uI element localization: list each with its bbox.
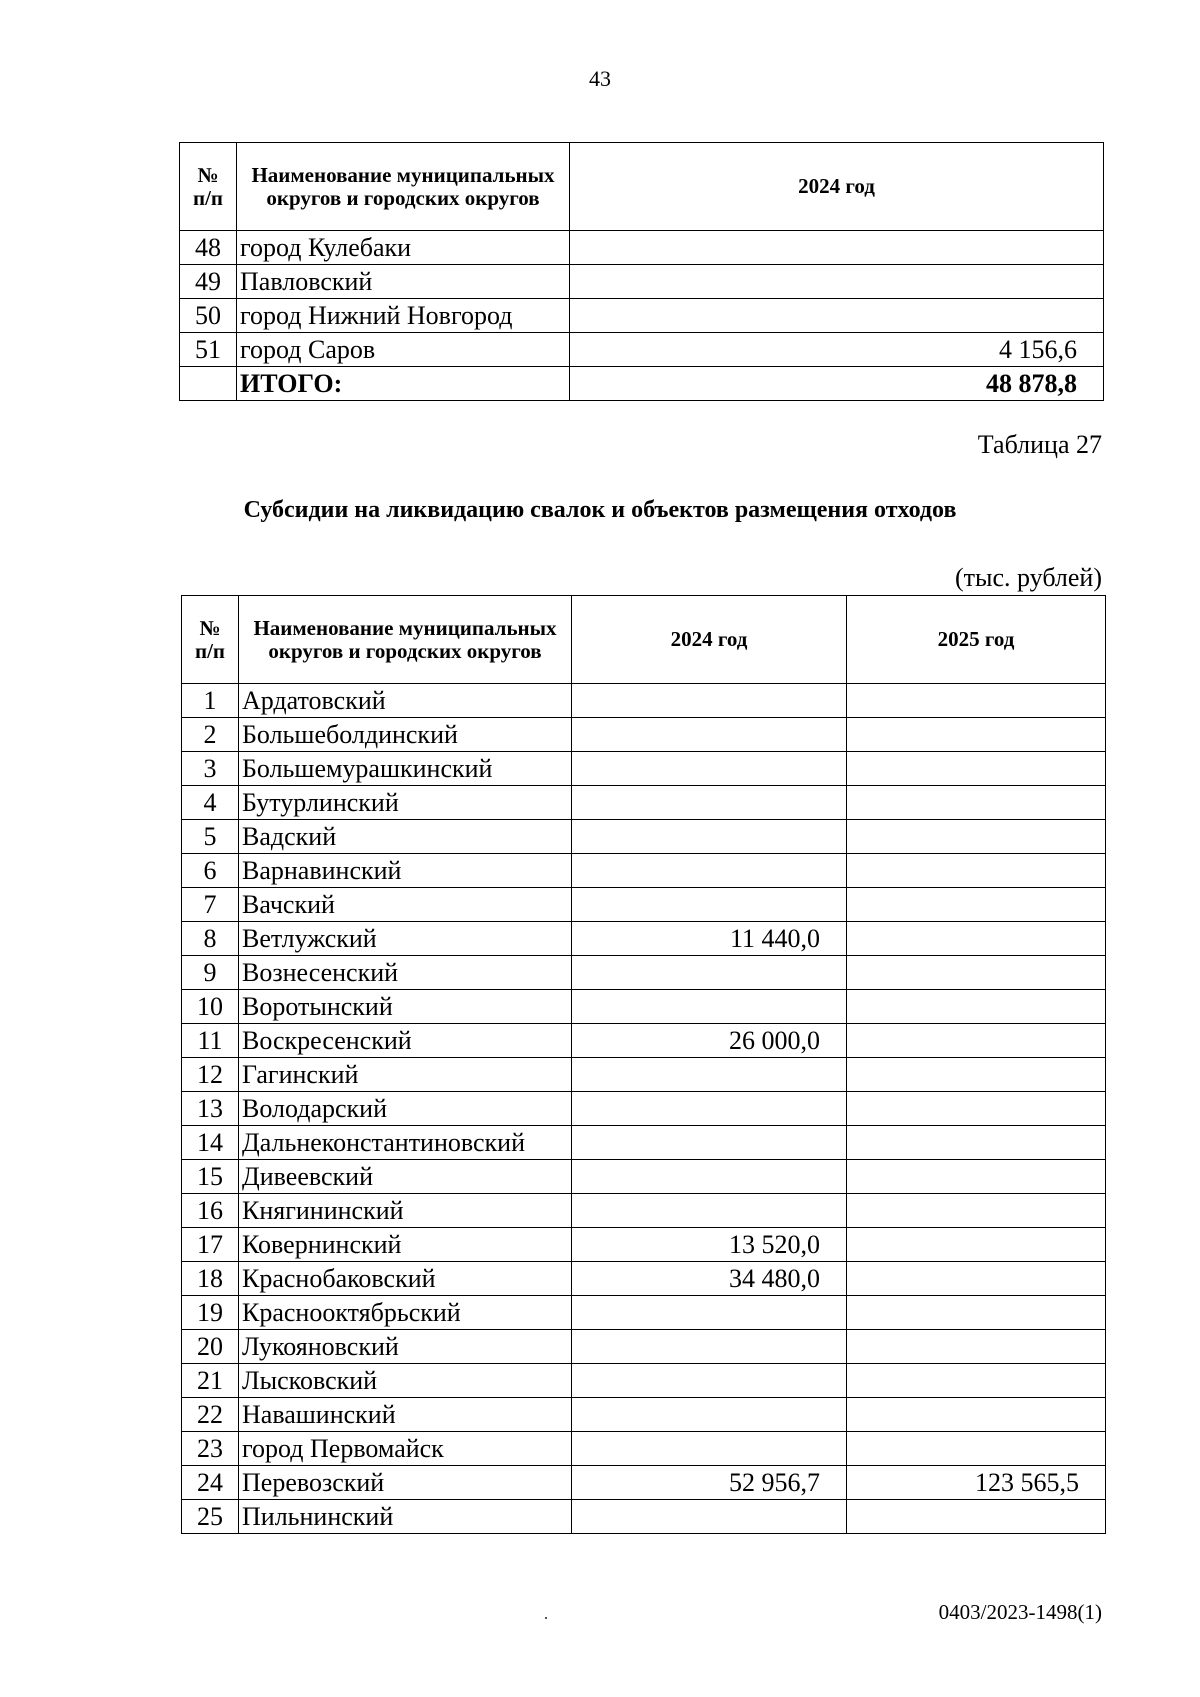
row-name: Большемурашкинский xyxy=(239,752,572,786)
row-name: Павловский xyxy=(237,265,570,299)
row-number: 15 xyxy=(182,1160,239,1194)
row-name: город Саров xyxy=(237,333,570,367)
table-row xyxy=(182,956,1106,990)
row-number: 9 xyxy=(182,956,239,990)
table-row xyxy=(182,1262,1106,1296)
total-label: ИТОГО: xyxy=(237,367,570,401)
table-row xyxy=(182,1364,1106,1398)
row-number: 17 xyxy=(182,1228,239,1262)
row-value-2025: 123 565,5 xyxy=(847,1466,1106,1500)
row-name: Вознесенский xyxy=(239,956,572,990)
row-number: 22 xyxy=(182,1398,239,1432)
row-name: Перевозский xyxy=(239,1466,572,1500)
row-value-2024 xyxy=(572,1330,847,1364)
row-value-2025 xyxy=(847,820,1106,854)
table-row xyxy=(180,333,1104,367)
table-row xyxy=(182,922,1106,956)
row-value-2025 xyxy=(847,1296,1106,1330)
row-number: 13 xyxy=(182,1092,239,1126)
table-row xyxy=(182,854,1106,888)
row-value-2024: 11 440,0 xyxy=(572,922,847,956)
row-value-2024 xyxy=(572,752,847,786)
table-row xyxy=(180,265,1104,299)
table-row xyxy=(182,786,1106,820)
row-value-2024 xyxy=(572,888,847,922)
table-row xyxy=(180,231,1104,265)
total-row xyxy=(180,367,1104,401)
table-continued xyxy=(179,142,1104,401)
row-name: Ардатовский xyxy=(239,684,572,718)
row-name: город Нижний Новгород xyxy=(237,299,570,333)
row-name: Воротынский xyxy=(239,990,572,1024)
row-value-2024 xyxy=(572,1194,847,1228)
table-row xyxy=(182,1296,1106,1330)
row-value-2024: 34 480,0 xyxy=(572,1262,847,1296)
table-row xyxy=(182,1058,1106,1092)
row-value-2024 xyxy=(572,854,847,888)
table-row xyxy=(182,752,1106,786)
row-value-2024 xyxy=(572,1500,847,1534)
table-row xyxy=(182,1024,1106,1058)
row-number: 16 xyxy=(182,1194,239,1228)
row-value-2025 xyxy=(847,1126,1106,1160)
row-number: 8 xyxy=(182,922,239,956)
row-number: 23 xyxy=(182,1432,239,1466)
row-name: Краснооктябрьский xyxy=(239,1296,572,1330)
row-value-2024 xyxy=(572,990,847,1024)
row-value-2024 xyxy=(572,1432,847,1466)
row-value-2025 xyxy=(847,956,1106,990)
row-name: Гагинский xyxy=(239,1058,572,1092)
row-number: 5 xyxy=(182,820,239,854)
row-number: 48 xyxy=(180,231,237,265)
row-value-2024 xyxy=(572,1092,847,1126)
row-name: Княгининский xyxy=(239,1194,572,1228)
row-name: Вадский xyxy=(239,820,572,854)
row-name: Вачский xyxy=(239,888,572,922)
total-value-2024: 48 878,8 xyxy=(570,367,1104,401)
row-number: 18 xyxy=(182,1262,239,1296)
row-value-2024 xyxy=(572,1364,847,1398)
row-value-2025 xyxy=(847,1092,1106,1126)
row-value-2024 xyxy=(572,820,847,854)
units-label: (тыс. рублей) xyxy=(954,563,1102,592)
scan-speck xyxy=(545,1617,547,1619)
row-number: 50 xyxy=(180,299,237,333)
table-27 xyxy=(181,595,1106,1534)
row-name: Бутурлинский xyxy=(239,786,572,820)
row-value-2025 xyxy=(847,1330,1106,1364)
row-value-2025 xyxy=(847,752,1106,786)
row-value-2025 xyxy=(847,1432,1106,1466)
row-name: Большеболдинский xyxy=(239,718,572,752)
table-row xyxy=(182,1194,1106,1228)
row-name: Ковернинский xyxy=(239,1228,572,1262)
row-name: Краснобаковский xyxy=(239,1262,572,1296)
row-value-2024 xyxy=(572,1398,847,1432)
row-number: 1 xyxy=(182,684,239,718)
table-row xyxy=(182,820,1106,854)
row-name: Дивеевский xyxy=(239,1160,572,1194)
table-row xyxy=(182,684,1106,718)
row-value-2024 xyxy=(572,786,847,820)
table-row xyxy=(182,1466,1106,1500)
row-number: 3 xyxy=(182,752,239,786)
row-number: 4 xyxy=(182,786,239,820)
row-name: Дальнеконстантиновский xyxy=(239,1126,572,1160)
table-header-row xyxy=(182,596,1106,684)
row-value-2024 xyxy=(570,299,1104,333)
section-title: Субсидии на ликвидацию свалок и объектов размещения отходов xyxy=(243,497,957,523)
table-row xyxy=(182,1160,1106,1194)
row-value-2024 xyxy=(572,1160,847,1194)
row-name: Лукояновский xyxy=(239,1330,572,1364)
row-value-2024: 4 156,6 xyxy=(570,333,1104,367)
row-number: 51 xyxy=(180,333,237,367)
table-header-row xyxy=(180,143,1104,231)
row-number: 12 xyxy=(182,1058,239,1092)
table-row xyxy=(182,1398,1106,1432)
row-number: 14 xyxy=(182,1126,239,1160)
row-value-2025 xyxy=(847,1024,1106,1058)
row-value-2025 xyxy=(847,1500,1106,1534)
header-number: № п/п xyxy=(180,143,237,231)
table-row xyxy=(182,1126,1106,1160)
row-value-2024: 13 520,0 xyxy=(572,1228,847,1262)
row-number: 7 xyxy=(182,888,239,922)
row-number: 49 xyxy=(180,265,237,299)
table-row xyxy=(182,718,1106,752)
row-value-2024 xyxy=(572,1058,847,1092)
row-name: город Кулебаки xyxy=(237,231,570,265)
total-empty-cell xyxy=(180,367,237,401)
row-value-2024 xyxy=(572,718,847,752)
row-name: Пильнинский xyxy=(239,1500,572,1534)
table-row xyxy=(180,299,1104,333)
row-number: 24 xyxy=(182,1466,239,1500)
row-value-2024: 52 956,7 xyxy=(572,1466,847,1500)
row-value-2025 xyxy=(847,718,1106,752)
row-name: Варнавинский xyxy=(239,854,572,888)
header-2025: 2025 год xyxy=(847,596,1106,684)
header-2024: 2024 год xyxy=(572,596,847,684)
table-row xyxy=(182,1330,1106,1364)
table-row xyxy=(182,888,1106,922)
row-value-2025 xyxy=(847,888,1106,922)
row-number: 25 xyxy=(182,1500,239,1534)
row-name: Лысковский xyxy=(239,1364,572,1398)
row-value-2024 xyxy=(572,1296,847,1330)
row-value-2025 xyxy=(847,786,1106,820)
row-name: Воскресенский xyxy=(239,1024,572,1058)
row-value-2025 xyxy=(847,1228,1106,1262)
table-row xyxy=(182,1092,1106,1126)
row-value-2025 xyxy=(847,922,1106,956)
row-name: Ветлужский xyxy=(239,922,572,956)
row-value-2024 xyxy=(570,265,1104,299)
table-label: Таблица 27 xyxy=(977,430,1102,459)
row-value-2025 xyxy=(847,1364,1106,1398)
row-number: 11 xyxy=(182,1024,239,1058)
table-row xyxy=(182,1432,1106,1466)
row-number: 19 xyxy=(182,1296,239,1330)
row-value-2025 xyxy=(847,1398,1106,1432)
header-name: Наименование муниципальных округов и городских округов xyxy=(237,143,570,231)
header-2024: 2024 год xyxy=(570,143,1104,231)
table-row xyxy=(182,990,1106,1024)
header-number: № п/п xyxy=(182,596,239,684)
row-name: Навашинский xyxy=(239,1398,572,1432)
page-number: 43 xyxy=(589,66,611,91)
row-value-2025 xyxy=(847,1058,1106,1092)
document-code: 0403/2023-1498(1) xyxy=(938,1600,1102,1624)
row-value-2025 xyxy=(847,1160,1106,1194)
row-value-2024 xyxy=(570,231,1104,265)
row-number: 20 xyxy=(182,1330,239,1364)
row-number: 21 xyxy=(182,1364,239,1398)
row-name: город Первомайск xyxy=(239,1432,572,1466)
row-number: 2 xyxy=(182,718,239,752)
row-value-2024 xyxy=(572,956,847,990)
row-value-2025 xyxy=(847,854,1106,888)
header-name: Наименование муниципальных округов и городских округов xyxy=(239,596,572,684)
row-number: 10 xyxy=(182,990,239,1024)
row-value-2024: 26 000,0 xyxy=(572,1024,847,1058)
table-row xyxy=(182,1228,1106,1262)
row-value-2025 xyxy=(847,684,1106,718)
row-value-2025 xyxy=(847,990,1106,1024)
row-number: 6 xyxy=(182,854,239,888)
table-row xyxy=(182,1500,1106,1534)
row-value-2025 xyxy=(847,1194,1106,1228)
row-name: Володарский xyxy=(239,1092,572,1126)
row-value-2024 xyxy=(572,1126,847,1160)
row-value-2025 xyxy=(847,1262,1106,1296)
row-value-2024 xyxy=(572,684,847,718)
